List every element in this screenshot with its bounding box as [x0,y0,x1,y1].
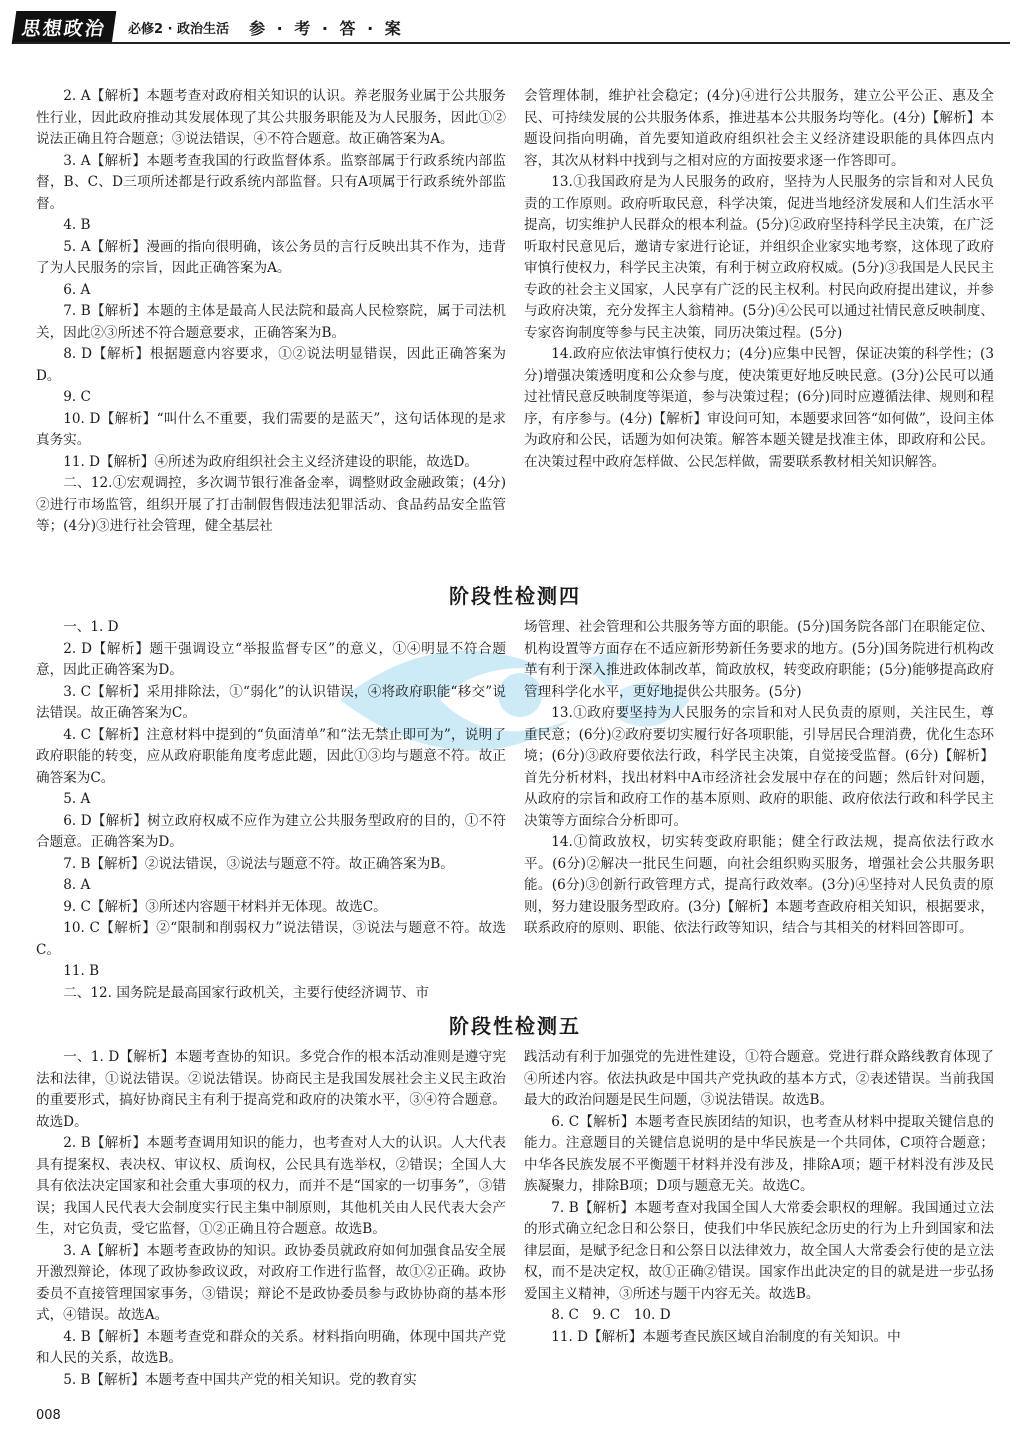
answer-item: 7. B【解析】②说法错误，③说法与题意不符。故正确答案为B。 [63,855,454,872]
answer-item: 践活动有利于加强党的先进性建设，①符合题意。党进行群众路线教育体现了④所述内容。依法执政是中国共产党执政的基本方式，②表述错误。当前我国最大的政治问题是民生问题，③说法错误。故选B。 [524,1049,994,1108]
answer-item: 11. B [63,963,100,979]
answer-item: 二、12. 国务院是最高国家行政机关，主要行使经济调节、市 [63,984,429,1001]
answer-item: 7. B【解析】本题的主体是最高人民法院和最高人民检察院，属于司法机关，因此②③所述不符合题意要求，正确答案为B。 [36,303,506,341]
answer-item: 4. C【解析】注意材料中提到的“负面清单”和“法无禁止即可为”，说明了政府职能的转变，应从政府职能角度考虑此题，因此①③均与题意不符。故正确答案为C。 [36,726,506,786]
section-4-left-column [36,617,506,1004]
section-5-right-column [524,1047,994,1391]
answer-item: 4. B [63,217,91,233]
section-3-left-column [36,86,506,538]
answer-item: 8. D【解析】根据题意内容要求，①②说法明显错误，因此正确答案为D。 [36,346,506,384]
answer-item: 3. C【解析】采用排除法，①“弱化”的认识错误，④将政府职能“移交”说法错误。故正确答案为C。 [36,683,506,721]
answer-item: 14.政府应依法审慎行使权力；(4分)应集中民智，保证决策的科学性；(3分)增强决策透明度和公众参与度，使决策更好地反映民意。(3分)公民可以通过社情民意反映制度等渠道，参与决策过程；(6分)同时应遵循法律、规则和程序，有序参与。(4分)【解析】审设问可知，本题要求回答“如何做”，设问主体为政府和公民，话题为如何决策。解答本题关键是找准主体，即政府和公民。在决策过程中政府怎样做、公民怎样做，需要联系教材相关知识解答。 [524,346,994,470]
section-4 [36,580,994,1004]
answer-item: 3. A【解析】本题考查我国的行政监督体系。监察部属于行政系统内部监督，B、C、D三项所述都是行政系统内部监督。只有A项属于行政系统外部监督。 [36,152,506,212]
answer-item: 10. C【解析】②“限制和削弱权力”说法错误，③说法与题意不符。故选C。 [36,920,506,958]
section-3 [36,86,994,538]
answer-item: 9. C [63,389,91,405]
section-label: 参 · 考 · 答 · 案 [249,18,404,38]
answer-item: 6. A [63,281,91,298]
section-5-title: 阶段性检测五 [449,1014,581,1038]
answer-item: 8. A [63,877,91,893]
answer-item: 会管理体制，维护社会稳定；(4分)④进行公共服务，建立公平公正、惠及全民、可持续发展的公共服务体系，推进基本公共服务均等化。(4分)【解析】本题设问指向明确，首先要知道政府组织社会主义经济建设职能的具体四点内容，其次从材料中找到与之相对应的方面按要求逐一作答即可。 [524,88,994,169]
answer-item: 4. B【解析】本题考查党和群众的关系。材料指向明确，体现中国共产党和人民的关系，故选B。 [36,1328,506,1366]
book-title: 必修2 · 政治生活 [128,21,230,37]
page-number: 008 [36,1408,61,1423]
answer-item: 14.①简政放权，切实转变政府职能；健全行政法规，提高依法行政水平。(6分)②解决一批民生问题，向社会组织购买服务，增强社会公共服务职能。(6分)③创新行政管理方式，提高行政效率。(3分)④坚持对人民负责的原则，努力建设服务型政府。(3分)【解析】本题考查政府相关知识，根据要求，联系政府的原则、职能、依法行政等知识，结合与其相关的材料回答即可。 [524,834,994,936]
answer-item: 8. C 9. C 10. D [551,1307,671,1323]
answer-item: 一、1. D [63,619,119,635]
answer-item: 5. A [63,791,91,807]
answer-item: 13.①我国政府是为人民服务的政府，坚持为人民服务的宗旨和对人民负责的工作原则。政府听取民意，科学决策，促进当地经济发展和人们生活水平提高，切实维护人民群众的根本利益。(5分)②政府坚持科学民主决策，在广泛听取村民意见后，邀请专家进行论证，并组织企业家实地考察，这体现了政府审慎行使权力，科学民主决策，有利于树立政府权威。(5分)③我国是人民民主专政的社会主义国家，人民享有广泛的民主权利。村民向政府提出建议，并参与政府决策，充分发挥主人翁精神。(5分)④公民可以通过社情民意反映制度、专家咨询制度等参与民主决策，同历决策过程。(5分) [524,174,994,341]
answer-item: 二、12.①宏观调控，多次调节银行准备金率，调整财政金融政策；(4分)②进行市场监管，组织开展了打击制假售假违法犯罪活动、食品药品安全监管等；(4分)③进行社会管理，健全基层社 [36,475,506,534]
answer-item: 10. D【解析】“叫什么不重要，我们需要的是蓝天”，这句话体现的是求真务实。 [36,410,506,448]
answer-item: 2. D【解析】题干强调设立“举报监督专区”的意义，①④明显不符合题意，因此正确答案为D。 [36,640,506,678]
answer-item: 2. B【解析】本题考查调用知识的能力，也考查对人大的认识。人大代表具有提案权、表决权、审议权、质询权，公民具有选举权，②错误；全国人大具有依法决定国家和社会重大事项的权力，而并不是“国家的一切事务”，③错误；我国人民代表大会制度实行民主集中制原则，其他机关由人民代表大会产生，对它负责，受它监督，①②正确且符合题意。故选B。 [36,1135,506,1237]
answer-item: 场管理、社会管理和公共服务等方面的职能。(5分)国务院各部门在职能定位、机构设置等方面存在不适应新形势新任务要求的地方。(5分)国务院进行机构改革有利于深入推进政体制改革，简政放权，转变政府职能；(5分)能够提高政府管理科学化水平，更好地提供公共服务。(5分) [524,619,994,700]
section-4-right-column [524,617,994,1004]
answer-item: 11. D【解析】④所述为政府组织社会主义经济建设的职能，故选D。 [63,453,478,470]
answer-item: 2. A【解析】本题考查对政府相关知识的认识。养老服务业属于公共服务性行业，因此政府推动其发展体现了其公共服务职能及为人民服务，因此①②说法正确且符合题意；③说法错误，④不符合题意。故正确答案为A。 [36,88,506,147]
answer-item: 9. C【解析】③所述内容题干材料并无体现。故选C。 [63,898,387,915]
answer-item: 7. B【解析】本题考查对我国全国人大常委会职权的理解。我国通过立法的形式确立纪念日和公祭日，使我们中华民族纪念历史的行为上升到国家和法律层面，是赋予纪念日和公祭日以法律效力，故全国人大常委会行使的是立法权，而不是决定权，故①正确②错误。国家作出此决定的目的就是进一步弘扬爱国主义精神，③所述与题干内容无关。故选B。 [524,1199,994,1302]
answer-item: 5. A【解析】漫画的指向很明确，该公务员的言行反映出其不作为，违背了为人民服务的宗旨，因此正确答案为A。 [36,238,506,276]
answer-item: 6. C【解析】本题考查民族团结的知识，也考查从材料中提取关键信息的能力。注意题目的关键信息说明的是中华民族是一个共同体，C项符合题意；中华各民族发展不平衡题干材料并没有涉及，排除A项；题干材料没有涉及民族凝聚力，排除B项；D项与题意无关。故选C。 [524,1113,994,1194]
section-5 [36,1010,994,1391]
answer-item: 11. D【解析】本题考查民族区域自治制度的有关知识。中 [551,1328,901,1345]
answer-item: 6. D【解析】树立政府权威不应作为建立公共服务型政府的目的，①不符合题意。正确答案为D。 [36,812,506,850]
section-4-title: 阶段性检测四 [449,584,581,608]
answer-item: 一、1. D【解析】本题考查协的知识。多党合作的根本活动准则是遵守宪法和法律，①说法错误。②说法错误。协商民主是我国发展社会主义民主政治的重要形式，搞好协商民主有利于提高党和政府的决策水平，③④符合题意。故选D。 [36,1049,506,1130]
section-5-left-column [36,1047,506,1391]
subject-logo: 思想政治 [12,11,117,44]
header-rule [14,42,1010,44]
answer-item: 5. B【解析】本题考查中国共产党的相关知识。党的教育实 [63,1371,417,1388]
page-header [14,12,1010,42]
answer-item: 3. A【解析】本题考查政协的知识。政协委员就政府如何加强食品安全展开激烈辩论，体现了政协参政议政，对政府工作进行监督，故①②正确。政协委员不直接管理国家事务，③错误；辩论不是政协委员参与政协协商的基本形式，④错误。故选A。 [36,1242,506,1323]
section-3-right-column [524,86,994,538]
answer-item: 13.①政府要坚持为人民服务的宗旨和对人民负责的原则，关注民生，尊重民意；(6分)②政府要切实履行好各项职能，引导居民合理消费，优化生态环境；(6分)③政府要依法行政，科学民主决策，自觉接受监督。(6分)【解析】首先分析材料，找出材料中A市经济社会发展中存在的问题；然后针对问题，从政府的宗旨和政府工作的基本原则、政府的职能、政府依法行政和科学民主决策等方面综合分析即可。 [524,705,994,829]
